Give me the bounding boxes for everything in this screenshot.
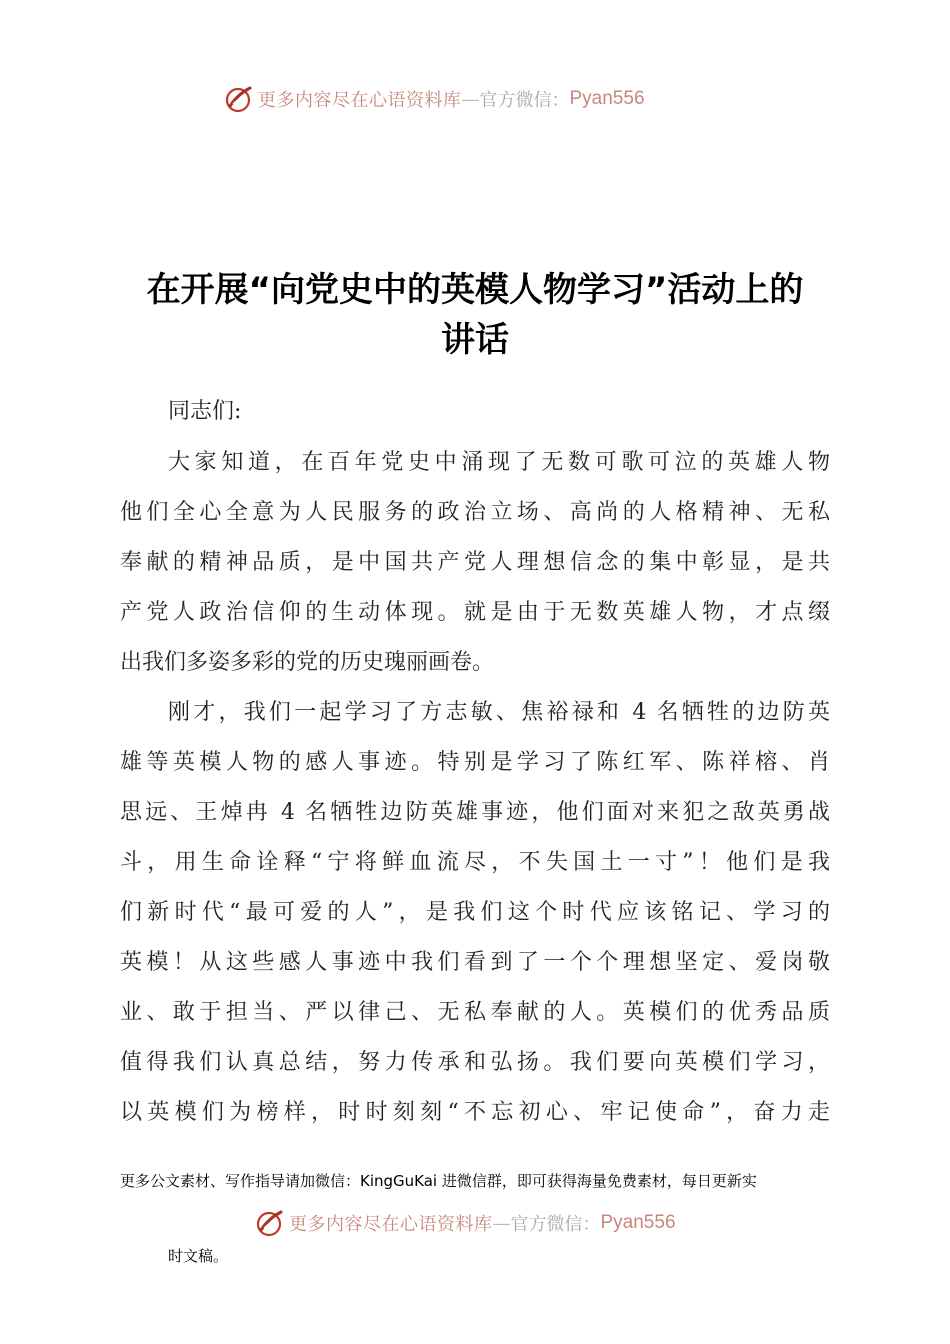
watermark-header xyxy=(224,84,645,114)
paragraph-2-line: 英模！从这些感人事迹中我们看到了一个个理想坚定、爱岗敬 xyxy=(120,950,830,975)
watermark-wechat-id: Pyan556 xyxy=(569,88,645,109)
watermark-text: 更多内容尽在心语资料库 xyxy=(289,1214,493,1235)
watermark-separator: — xyxy=(492,1212,511,1234)
paragraph-1-line: 奉献的精神品质，是中国共产党人理想信念的集中彰显，是共 xyxy=(120,550,830,575)
paragraph-1-line: 他们全心全意为人民服务的政治立场、高尚的人格精神、无私 xyxy=(120,500,830,525)
paragraph-2-line: 思远、王焯冉 4 名牺牲边防英雄事迹，他们面对来犯之敌英勇战 xyxy=(120,800,830,825)
watermark-wechat-id: Pyan556 xyxy=(600,1212,676,1233)
document-title-line-2: 讲话 xyxy=(441,320,509,360)
greeting: 同志们: xyxy=(168,399,242,424)
footer-promo-line-2: 时文稿。 xyxy=(168,1247,229,1265)
paragraph-2-line: 刚才，我们一起学习了方志敏、焦裕禄和 4 名牺牲的边防英 xyxy=(168,700,830,725)
brush-logo-icon xyxy=(224,84,254,114)
watermark-text: 更多内容尽在心语资料库 xyxy=(258,90,462,111)
paragraph-1-line: 产党人政治信仰的生动体现。就是由于无数英雄人物，才点缀 xyxy=(120,600,830,625)
footer-promo-line-1: 更多公文素材、写作指导请加微信：KingGuKai 进微信群，即可获得海量免费素材，每日更新实 xyxy=(120,1172,757,1190)
document-title-line-1: 在开展“向党史中的英模人物学习”活动上的 xyxy=(146,270,804,310)
paragraph-1-line: 大家知道，在百年党史中涌现了无数可歌可泣的英雄人物 xyxy=(168,450,830,475)
paragraph-2-line: 们新时代“最可爱的人”，是我们这个时代应该铭记、学习的 xyxy=(120,900,830,925)
watermark-footer xyxy=(255,1208,676,1238)
paragraph-2-line: 值得我们认真总结，努力传承和弘扬。我们要向英模们学习， xyxy=(120,1050,830,1075)
watermark-separator: — xyxy=(461,88,480,110)
watermark-label: 官方微信： xyxy=(479,90,570,111)
paragraph-2-line: 雄等英模人物的感人事迹。特别是学习了陈红军、陈祥榕、肖 xyxy=(120,750,830,775)
paragraph-2-line: 以英模们为榜样，时时刻刻“不忘初心、牢记使命”，奋力走 xyxy=(120,1100,830,1125)
paragraph-1-line: 出我们多姿多彩的党的历史瑰丽画卷。 xyxy=(120,650,495,675)
paragraph-2-line: 业、敢于担当、严以律己、无私奉献的人。英模们的优秀品质 xyxy=(120,1000,830,1025)
brush-logo-icon xyxy=(255,1208,285,1238)
paragraph-2-line: 斗，用生命诠释“宁将鲜血流尽，不失国土一寸”！他们是我 xyxy=(120,850,830,875)
watermark-label: 官方微信： xyxy=(510,1214,601,1235)
